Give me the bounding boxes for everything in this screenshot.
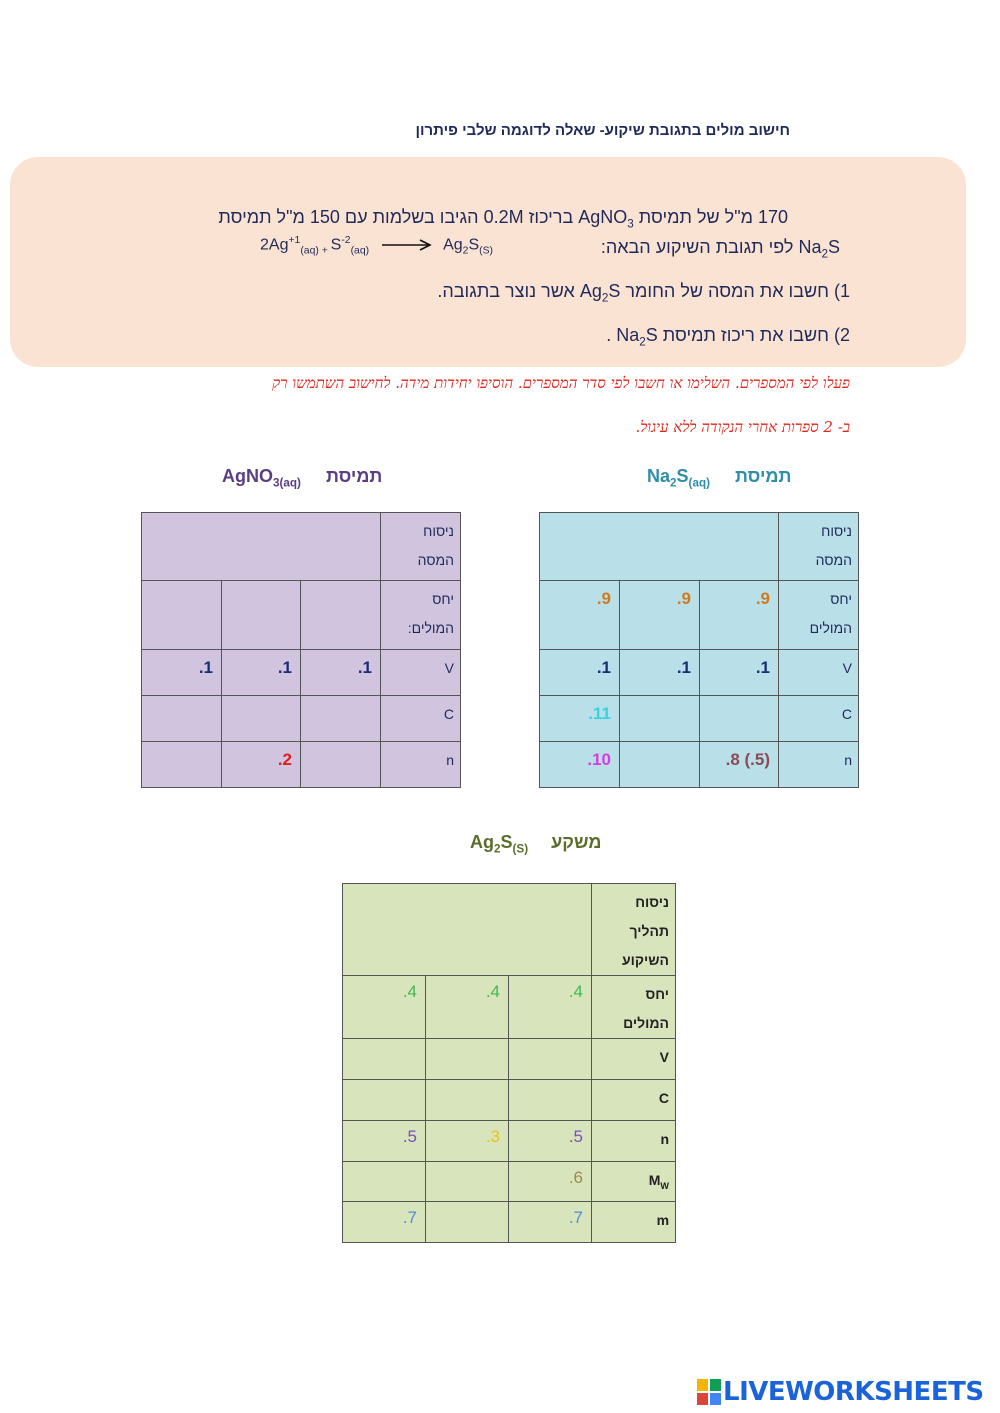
q2-suffix: . xyxy=(606,325,617,345)
q1-suffix: אשר נוצר בתגובה. xyxy=(437,281,580,301)
empty-cell[interactable] xyxy=(343,1039,426,1080)
mw-label: M xyxy=(648,1172,661,1188)
mass-equation-cell[interactable] xyxy=(540,513,779,581)
empty-cell[interactable] xyxy=(426,1039,509,1080)
na2s-table xyxy=(539,512,859,788)
empty-cell[interactable] xyxy=(700,696,779,742)
eq-s-charge: -2 xyxy=(341,235,351,246)
na2s-h-sub: 2 xyxy=(670,476,677,490)
empty-cell[interactable] xyxy=(142,696,222,742)
agno3-h-text: AgNO xyxy=(222,466,273,486)
table-row xyxy=(142,696,461,742)
instructions-line-2: ב- 2 ספרות אחרי הנקודה ללא עיגול. xyxy=(635,418,850,436)
precipitation-equation-cell[interactable] xyxy=(343,884,592,976)
q1-prefix: 1) חשבו את המסה של החומר xyxy=(620,281,850,301)
table-row xyxy=(343,884,676,976)
empty-cell[interactable] xyxy=(509,1080,592,1121)
question-line-2 xyxy=(601,237,840,261)
question-box xyxy=(10,157,966,367)
answer-cell[interactable]: .4 xyxy=(426,976,509,1039)
row-label: V xyxy=(779,650,859,696)
row-label: C xyxy=(779,696,859,742)
answer-cell[interactable]: .9 xyxy=(540,581,620,650)
na2s-h-text: Na xyxy=(647,466,671,486)
table-row xyxy=(142,513,461,581)
table-row xyxy=(142,650,461,696)
empty-cell[interactable] xyxy=(301,581,381,650)
answer-cell[interactable]: .4 xyxy=(509,976,592,1039)
na2s-heading-formula xyxy=(647,466,710,490)
row-label: יחס המולים xyxy=(779,581,859,650)
answer-cell[interactable]: .9 xyxy=(700,581,779,650)
table-row xyxy=(142,581,461,650)
agno3-text: AgNO xyxy=(578,207,628,227)
ag2s-h-end: S xyxy=(500,832,513,852)
eq-s-state: (aq) xyxy=(350,245,370,257)
ag2s-text: Ag xyxy=(579,281,602,301)
empty-cell[interactable] xyxy=(426,1080,509,1121)
answer-cell[interactable]: .1 xyxy=(620,650,700,696)
question-2 xyxy=(606,325,850,349)
row-label: n xyxy=(592,1121,676,1162)
agno3-heading-formula xyxy=(222,466,301,490)
table-row xyxy=(343,976,676,1039)
answer-cell[interactable]: .11 xyxy=(540,696,620,742)
row-label: m xyxy=(592,1202,676,1243)
row-label: n xyxy=(779,742,859,788)
answer-cell[interactable]: .7 xyxy=(509,1202,592,1243)
table-row xyxy=(142,742,461,788)
empty-cell[interactable] xyxy=(222,696,301,742)
agno3-table-heading xyxy=(222,466,382,490)
line1-prefix: 170 מ"ל של תמיסת xyxy=(633,207,788,227)
ag2s-heading-formula xyxy=(470,832,529,856)
empty-cell[interactable] xyxy=(301,696,381,742)
na2s-q2-sub: 2 xyxy=(639,335,646,349)
empty-cell[interactable] xyxy=(222,581,301,650)
answer-cell[interactable]: .10 xyxy=(540,742,620,788)
empty-cell[interactable] xyxy=(343,1162,426,1202)
question-1 xyxy=(437,281,850,305)
empty-cell[interactable] xyxy=(426,1202,509,1243)
na2s-q2-text: Na xyxy=(616,325,640,345)
ag2s-end: S xyxy=(608,281,621,301)
table-row xyxy=(343,1121,676,1162)
answer-cell[interactable]: .1 xyxy=(540,650,620,696)
eq-product-state: (S) xyxy=(479,245,493,257)
line1-suffix: בריכוז 0.2M הגיבו בשלמות עם 150 מ"ל תמיסת xyxy=(218,207,579,227)
empty-cell[interactable] xyxy=(620,742,700,788)
mw-sub: W xyxy=(660,1180,670,1191)
ag2s-table xyxy=(342,883,676,1243)
table-row xyxy=(540,696,859,742)
na2s-text: Na xyxy=(798,237,822,257)
agno3-formula xyxy=(578,207,634,231)
table-row xyxy=(540,513,859,581)
na2s-heading-word: תמיסת xyxy=(735,466,792,486)
liveworksheets-text: LIVEWORKSHEETS xyxy=(723,1377,984,1407)
agno3-heading-word: תמיסת xyxy=(325,466,383,486)
eq-ag-charge: +1 xyxy=(288,235,301,246)
answer-cell[interactable]: .1 xyxy=(301,650,381,696)
answer-cell[interactable]: .3 xyxy=(426,1121,509,1162)
answer-cell[interactable]: .6 xyxy=(509,1162,592,1202)
table-row xyxy=(540,742,859,788)
empty-cell[interactable] xyxy=(301,742,381,788)
row-label: V xyxy=(592,1039,676,1080)
eq-ag: 2Ag xyxy=(260,236,289,254)
ag2s-formula xyxy=(579,281,621,305)
na2s-formula xyxy=(798,237,840,261)
answer-cell[interactable]: .4 xyxy=(343,976,426,1039)
liveworksheets-logo[interactable] xyxy=(697,1377,995,1409)
eq-product: Ag xyxy=(443,236,463,254)
eq-product-end: S xyxy=(468,236,480,254)
q2-prefix: 2) חשבו את ריכוז תמיסת xyxy=(657,325,850,345)
liveworksheets-badge-icon xyxy=(697,1379,721,1405)
instructions-line-1: פעלו לפי המספרים. השלימו או חשבו לפי סדר המספרים. הוסיפו יחידות מידה. לחישוב השתמשו רק xyxy=(272,374,850,392)
row-label: C xyxy=(592,1080,676,1121)
eq-s: S xyxy=(330,236,342,254)
line2-text: לפי תגובת השיקוע הבאה: xyxy=(600,237,799,257)
answer-cell[interactable]: .5 xyxy=(509,1121,592,1162)
agno3-sub: 3 xyxy=(627,217,634,231)
row-label: יחס המולים: xyxy=(381,581,461,650)
table-row xyxy=(343,1162,676,1202)
agno3-table xyxy=(141,512,461,788)
empty-cell[interactable] xyxy=(142,742,222,788)
row-label: יחס המולים xyxy=(592,976,676,1039)
table-row xyxy=(343,1039,676,1080)
empty-cell[interactable] xyxy=(620,696,700,742)
na2s-table-heading xyxy=(647,466,791,490)
table-row xyxy=(343,1202,676,1243)
reaction-arrow-icon xyxy=(380,238,434,252)
table-row xyxy=(540,650,859,696)
ag2s-heading-word: משקע xyxy=(551,832,602,852)
empty-cell[interactable] xyxy=(509,1039,592,1080)
answer-cell[interactable]: .1 xyxy=(222,650,301,696)
na2s-h-end: S xyxy=(676,466,689,486)
ag2s-table-heading xyxy=(470,832,601,856)
mass-equation-cell[interactable] xyxy=(142,513,381,581)
answer-cell[interactable]: .9 xyxy=(620,581,700,650)
eq-product-sub: 2 xyxy=(462,245,469,257)
table-row xyxy=(343,1080,676,1121)
row-label: ניסוח תהליך השיקוע xyxy=(592,884,676,976)
row-label xyxy=(592,1162,676,1202)
table-row xyxy=(540,581,859,650)
row-label: n xyxy=(381,742,461,788)
na2s-q2-end: S xyxy=(645,325,658,345)
empty-cell[interactable] xyxy=(426,1162,509,1202)
row-label: ניסוח המסה xyxy=(381,513,461,581)
ag2s-sub: 2 xyxy=(601,291,609,305)
answer-cell[interactable]: .8 (.5) xyxy=(700,742,779,788)
answer-cell[interactable]: .7 xyxy=(343,1202,426,1243)
answer-cell[interactable]: .1 xyxy=(700,650,779,696)
na2s-h-state: (aq) xyxy=(688,476,710,490)
question-line-1 xyxy=(218,207,788,231)
page-title: חישוב מולים בתגובת שיקוע- שאלה לדוגמה שלבי פיתרון xyxy=(415,122,790,139)
row-label: ניסוח המסה xyxy=(779,513,859,581)
reaction-equation xyxy=(260,235,493,257)
ag2s-h-state: (S) xyxy=(512,842,529,856)
row-label: V xyxy=(381,650,461,696)
ag2s-h-sub: 2 xyxy=(494,842,501,856)
ag2s-h-text: Ag xyxy=(470,832,494,852)
empty-cell[interactable] xyxy=(343,1080,426,1121)
empty-cell[interactable] xyxy=(142,581,222,650)
na2s-end: S xyxy=(827,237,840,257)
answer-cell[interactable]: .2 xyxy=(222,742,301,788)
agno3-h-sub: 3(aq) xyxy=(273,476,301,490)
answer-cell[interactable]: .1 xyxy=(142,650,222,696)
eq-ag-state: (aq) + xyxy=(300,245,331,257)
answer-cell[interactable]: .5 xyxy=(343,1121,426,1162)
na2s-formula-q2 xyxy=(616,325,658,349)
na2s-sub: 2 xyxy=(821,247,828,261)
row-label: C xyxy=(381,696,461,742)
